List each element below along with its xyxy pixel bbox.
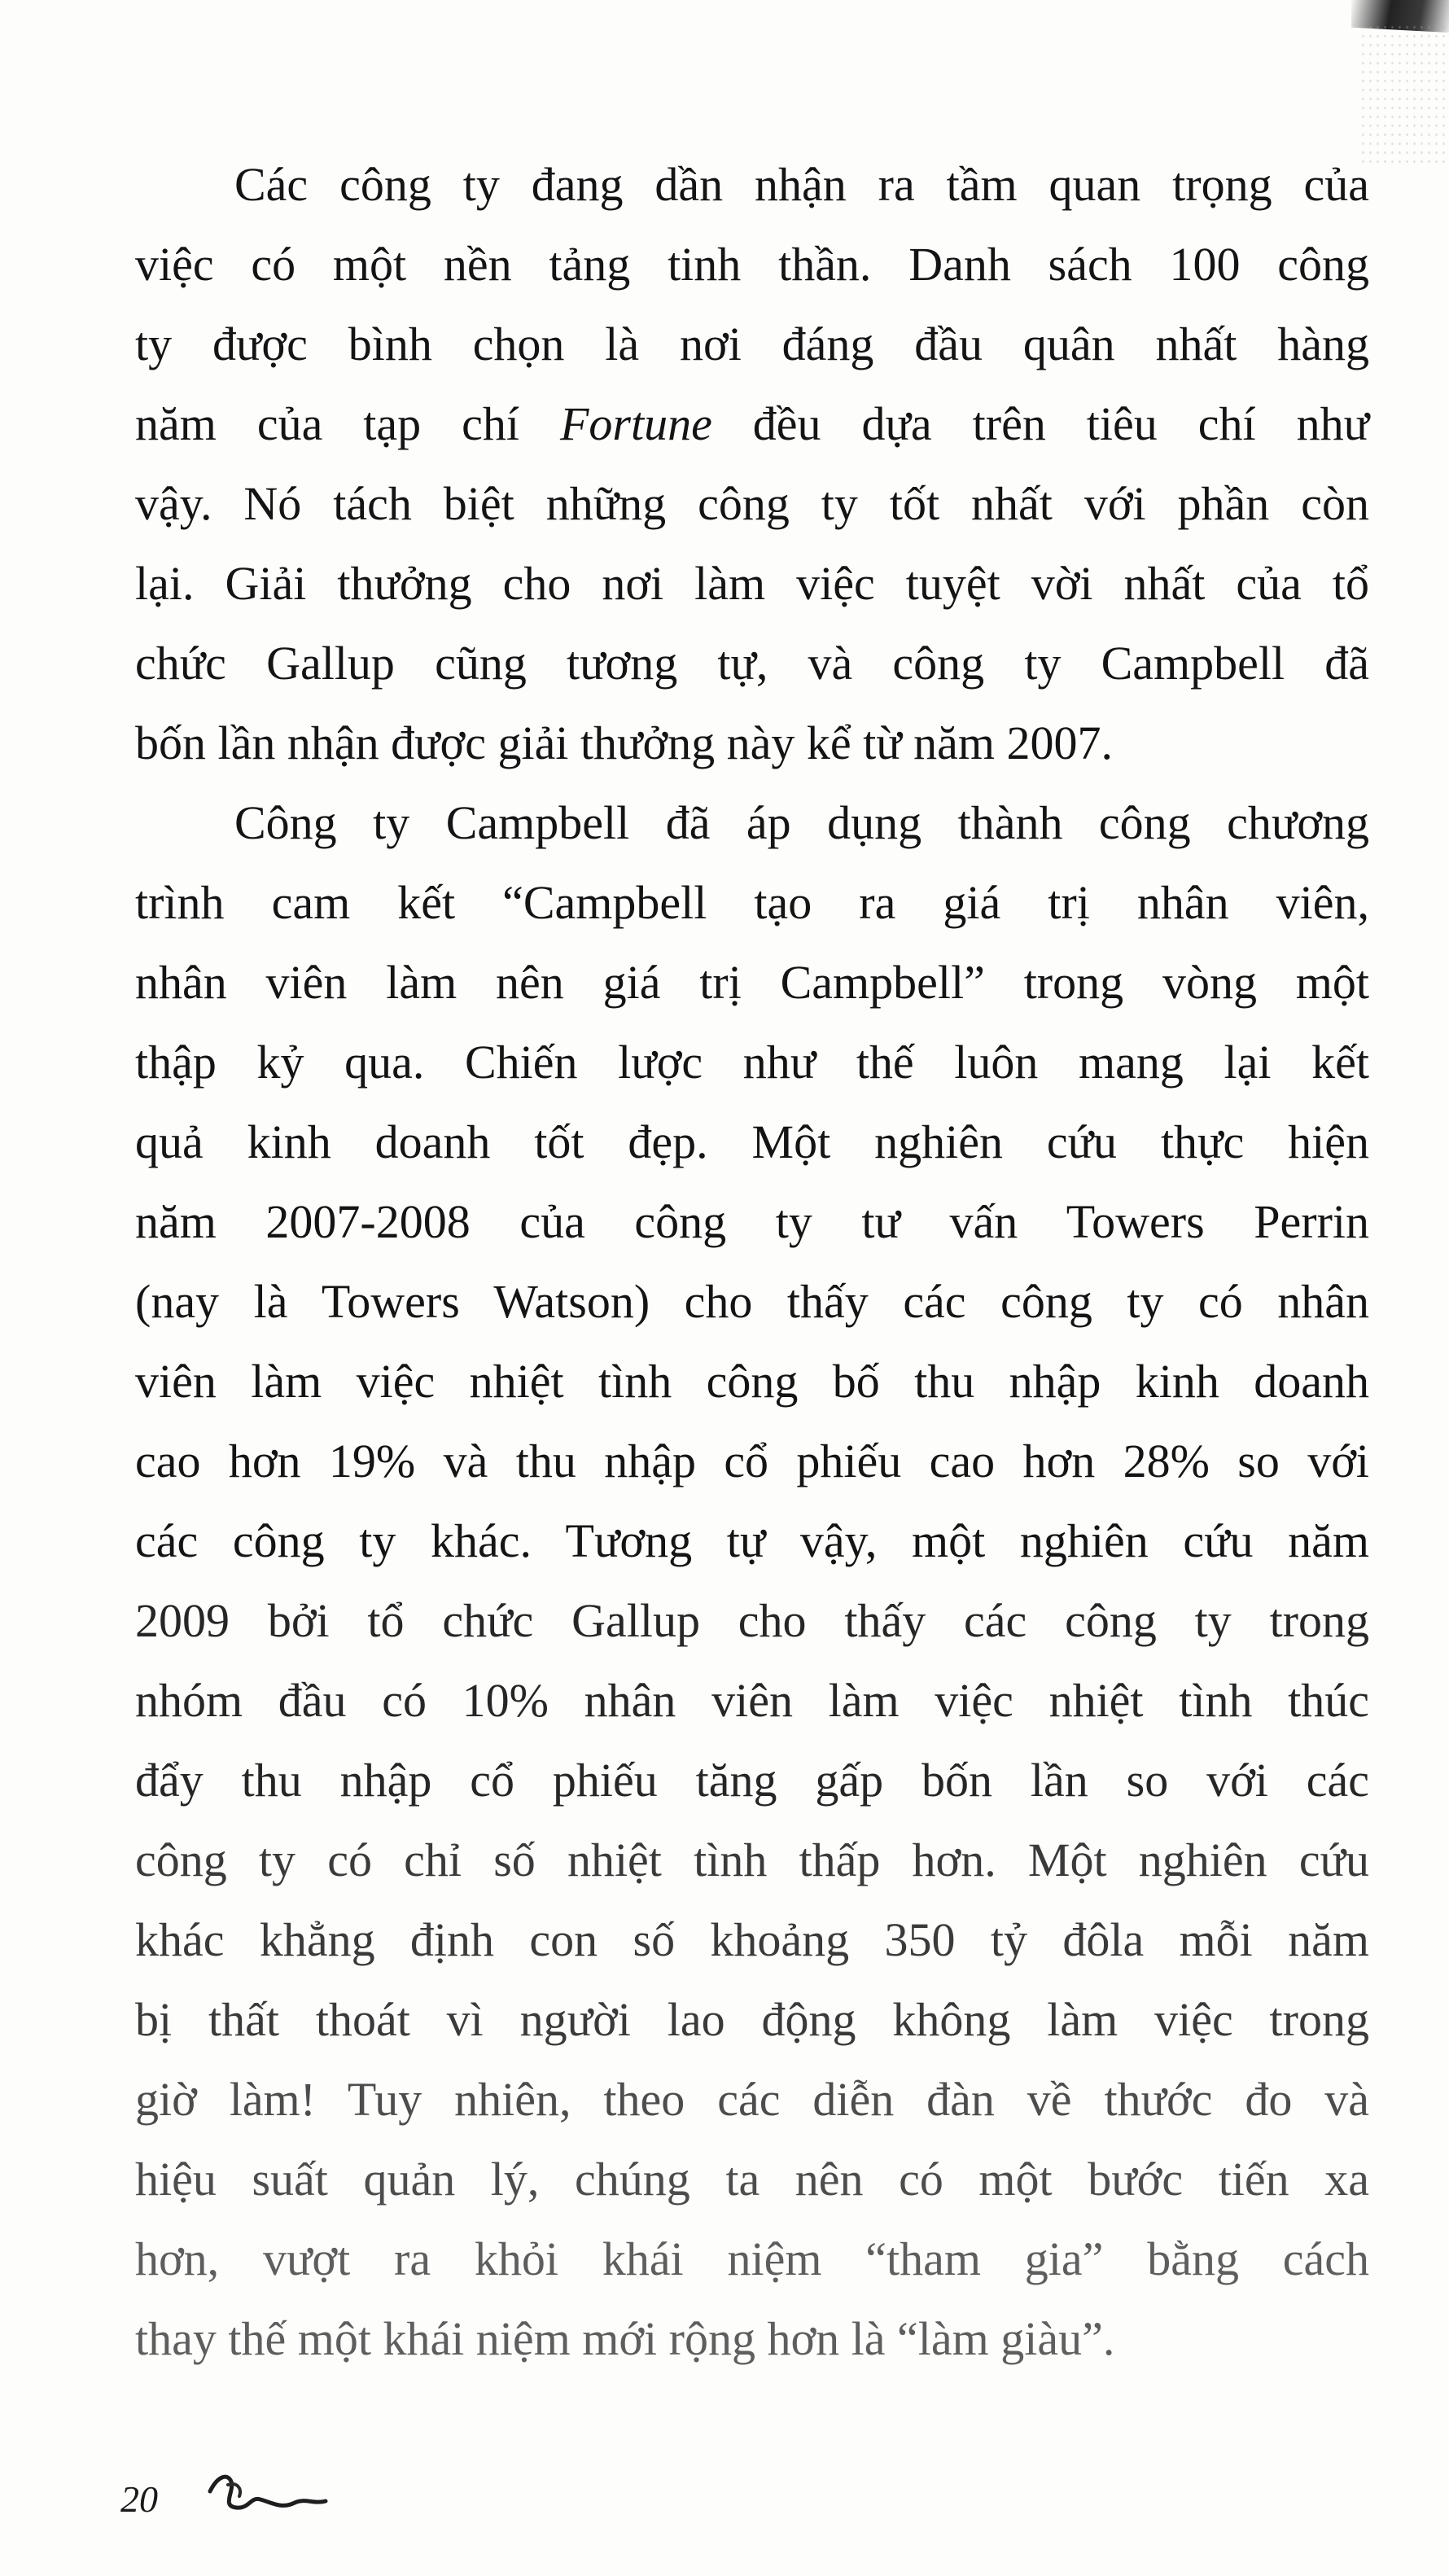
text-line: bị thất thoát vì người lao động không làm việc trong bbox=[135, 1993, 1369, 2046]
body-text bbox=[135, 145, 1369, 2379]
text-line: lại. Giải thưởng cho nơi làm việc tuyệt vời nhất của tổ bbox=[135, 557, 1369, 610]
text-line: thay thế một khái niệm mới rộng hơn là “làm giàu”. bbox=[135, 2312, 1115, 2365]
text-line-with-italic: năm của tạp chí Fortune đều dựa trên tiêu chí như bbox=[135, 397, 1370, 450]
ornament-squiggle-icon bbox=[204, 2467, 334, 2524]
text-line: giờ làm! Tuy nhiên, theo các diễn đàn về thước đo và bbox=[135, 2073, 1369, 2126]
text-line: (nay là Towers Watson) cho thấy các công ty có nhân bbox=[135, 1275, 1369, 1328]
text-line: bốn lần nhận được giải thưởng này kể từ năm 2007. bbox=[135, 716, 1114, 769]
text-line: hơn, vượt ra khỏi khái niệm “tham gia” bằng cách bbox=[135, 2232, 1369, 2285]
text-line: nhóm đầu có 10% nhân viên làm việc nhiệt tình thúc bbox=[135, 1674, 1369, 1727]
text-line: đẩy thu nhập cổ phiếu tăng gấp bốn lần so với các bbox=[135, 1754, 1369, 1807]
page-number: 20 bbox=[120, 2478, 158, 2520]
text-line: viên làm việc nhiệt tình công bố thu nhập kinh doanh bbox=[135, 1355, 1369, 1408]
text-line: hiệu suất quản lý, chúng ta nên có một bước tiến xa bbox=[135, 2153, 1369, 2206]
text-line: khác khẳng định con số khoảng 350 tỷ đôla mỗi năm bbox=[135, 1913, 1369, 1966]
paragraph-2 bbox=[135, 783, 1369, 2379]
text-line: công ty có chỉ số nhiệt tình thấp hơn. Một nghiên cứu bbox=[135, 1833, 1369, 1886]
text-line: cao hơn 19% và thu nhập cổ phiếu cao hơn 28% so với bbox=[135, 1435, 1369, 1487]
text-line: 2009 bởi tổ chức Gallup cho thấy các công ty trong bbox=[135, 1594, 1369, 1647]
text-line: Công ty Campbell đã áp dụng thành công chương bbox=[234, 796, 1369, 849]
scan-speckle bbox=[1359, 23, 1449, 169]
text-line: năm 2007-2008 của công ty tư vấn Towers Perrin bbox=[135, 1195, 1369, 1248]
text-line: ty được bình chọn là nơi đáng đầu quân nhất hàng bbox=[135, 318, 1369, 370]
text-line: việc có một nền tảng tinh thần. Danh sách 100 công bbox=[135, 238, 1369, 291]
text-line: Các công ty đang dần nhận ra tầm quan trọng của bbox=[234, 158, 1369, 211]
paragraph-1 bbox=[135, 145, 1369, 783]
text-line: vậy. Nó tách biệt những công ty tốt nhất với phần còn bbox=[135, 477, 1369, 530]
text-line: trình cam kết “Campbell tạo ra giá trị nhân viên, bbox=[135, 876, 1369, 929]
text-line: nhân viên làm nên giá trị Campbell” trong vòng một bbox=[135, 956, 1369, 1009]
text-line: các công ty khác. Tương tự vậy, một nghiên cứu năm bbox=[135, 1514, 1369, 1567]
text-line: quả kinh doanh tốt đẹp. Một nghiên cứu thực hiện bbox=[135, 1115, 1369, 1168]
text-line: chức Gallup cũng tương tự, và công ty Campbell đã bbox=[135, 637, 1369, 690]
text-line: thập kỷ qua. Chiến lược như thế luôn mang lại kết bbox=[135, 1036, 1369, 1089]
